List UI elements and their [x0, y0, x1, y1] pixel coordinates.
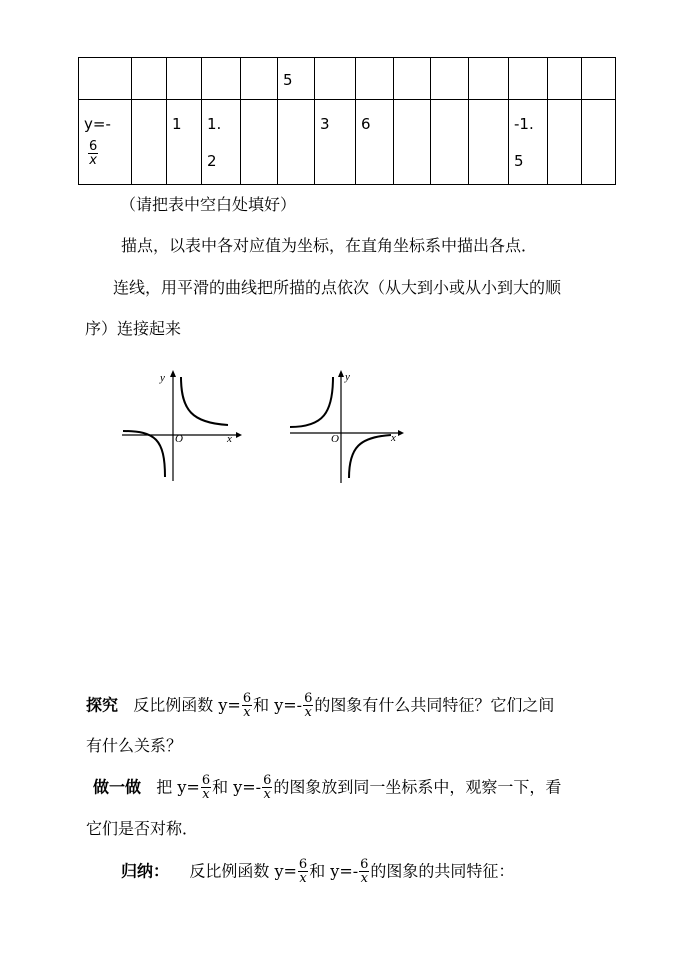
fraction: $\frac{6}{x}$ — [89, 139, 98, 168]
table-cell: 1 — [167, 100, 202, 185]
summary-line: 归纳： 反比例函数 y= $\frac{6}{x}$ 和 y=- $\frac{6}{x}$ 的图象的共同特征： — [121, 857, 515, 886]
explore-line1: 探究 反比例函数 y= $\frac{6}{x}$ 和 y=- $\frac{6}{x}$ 的图象有什么共同特征？它们之间 — [86, 691, 555, 720]
tryit-line2: 它们是否对称． — [86, 819, 199, 838]
table-cell: -1. 5 — [509, 100, 548, 185]
row-label: y=- $\frac{6}{x}$ — [79, 100, 132, 185]
y-axis-label: y — [345, 371, 350, 383]
graph-right — [288, 365, 413, 485]
table-cell: 1. 2 — [202, 100, 241, 185]
table-cell: 5 — [278, 58, 315, 100]
x-axis-label: x — [227, 433, 232, 445]
x-axis-label: x — [391, 432, 396, 444]
y-axis-label: y — [160, 372, 165, 384]
table-cell: 6 — [356, 100, 394, 185]
table-row — [79, 58, 616, 100]
value-table — [78, 57, 616, 185]
fraction: $\frac{6}{x}$ — [242, 691, 252, 720]
fraction: $\frac{6}{x}$ — [298, 857, 308, 886]
paragraph-plot: 描点，以表中各对应值为坐标，在直角坐标系中描出各点． — [121, 236, 538, 255]
origin-label: O — [331, 433, 339, 445]
tryit-line1: 做一做 把 y= $\frac{6}{x}$ 和 y=- $\frac{6}{x}$ 的图象放到同一坐标系中，观察一下，看 — [93, 773, 562, 802]
explore-line2: 有什么关系？ — [86, 736, 183, 755]
fraction: $\frac{6}{x}$ — [263, 773, 272, 802]
fraction: $\frac{6}{x}$ — [360, 857, 369, 886]
fraction: $\frac{6}{x}$ — [304, 691, 313, 720]
graph-left — [120, 365, 245, 485]
fraction: $\frac{6}{x}$ — [201, 773, 211, 802]
table-cell: 3 — [315, 100, 356, 185]
paragraph-connect-cont: 序）连接起来 — [85, 319, 182, 338]
paragraph-connect: 连线，用平滑的曲线把所描的点依次（从大到小或从小到大的顺 — [113, 278, 562, 297]
fill-note: （请把表中空白处填好） — [120, 195, 297, 214]
table-row — [79, 100, 616, 185]
origin-label: O — [175, 433, 183, 445]
